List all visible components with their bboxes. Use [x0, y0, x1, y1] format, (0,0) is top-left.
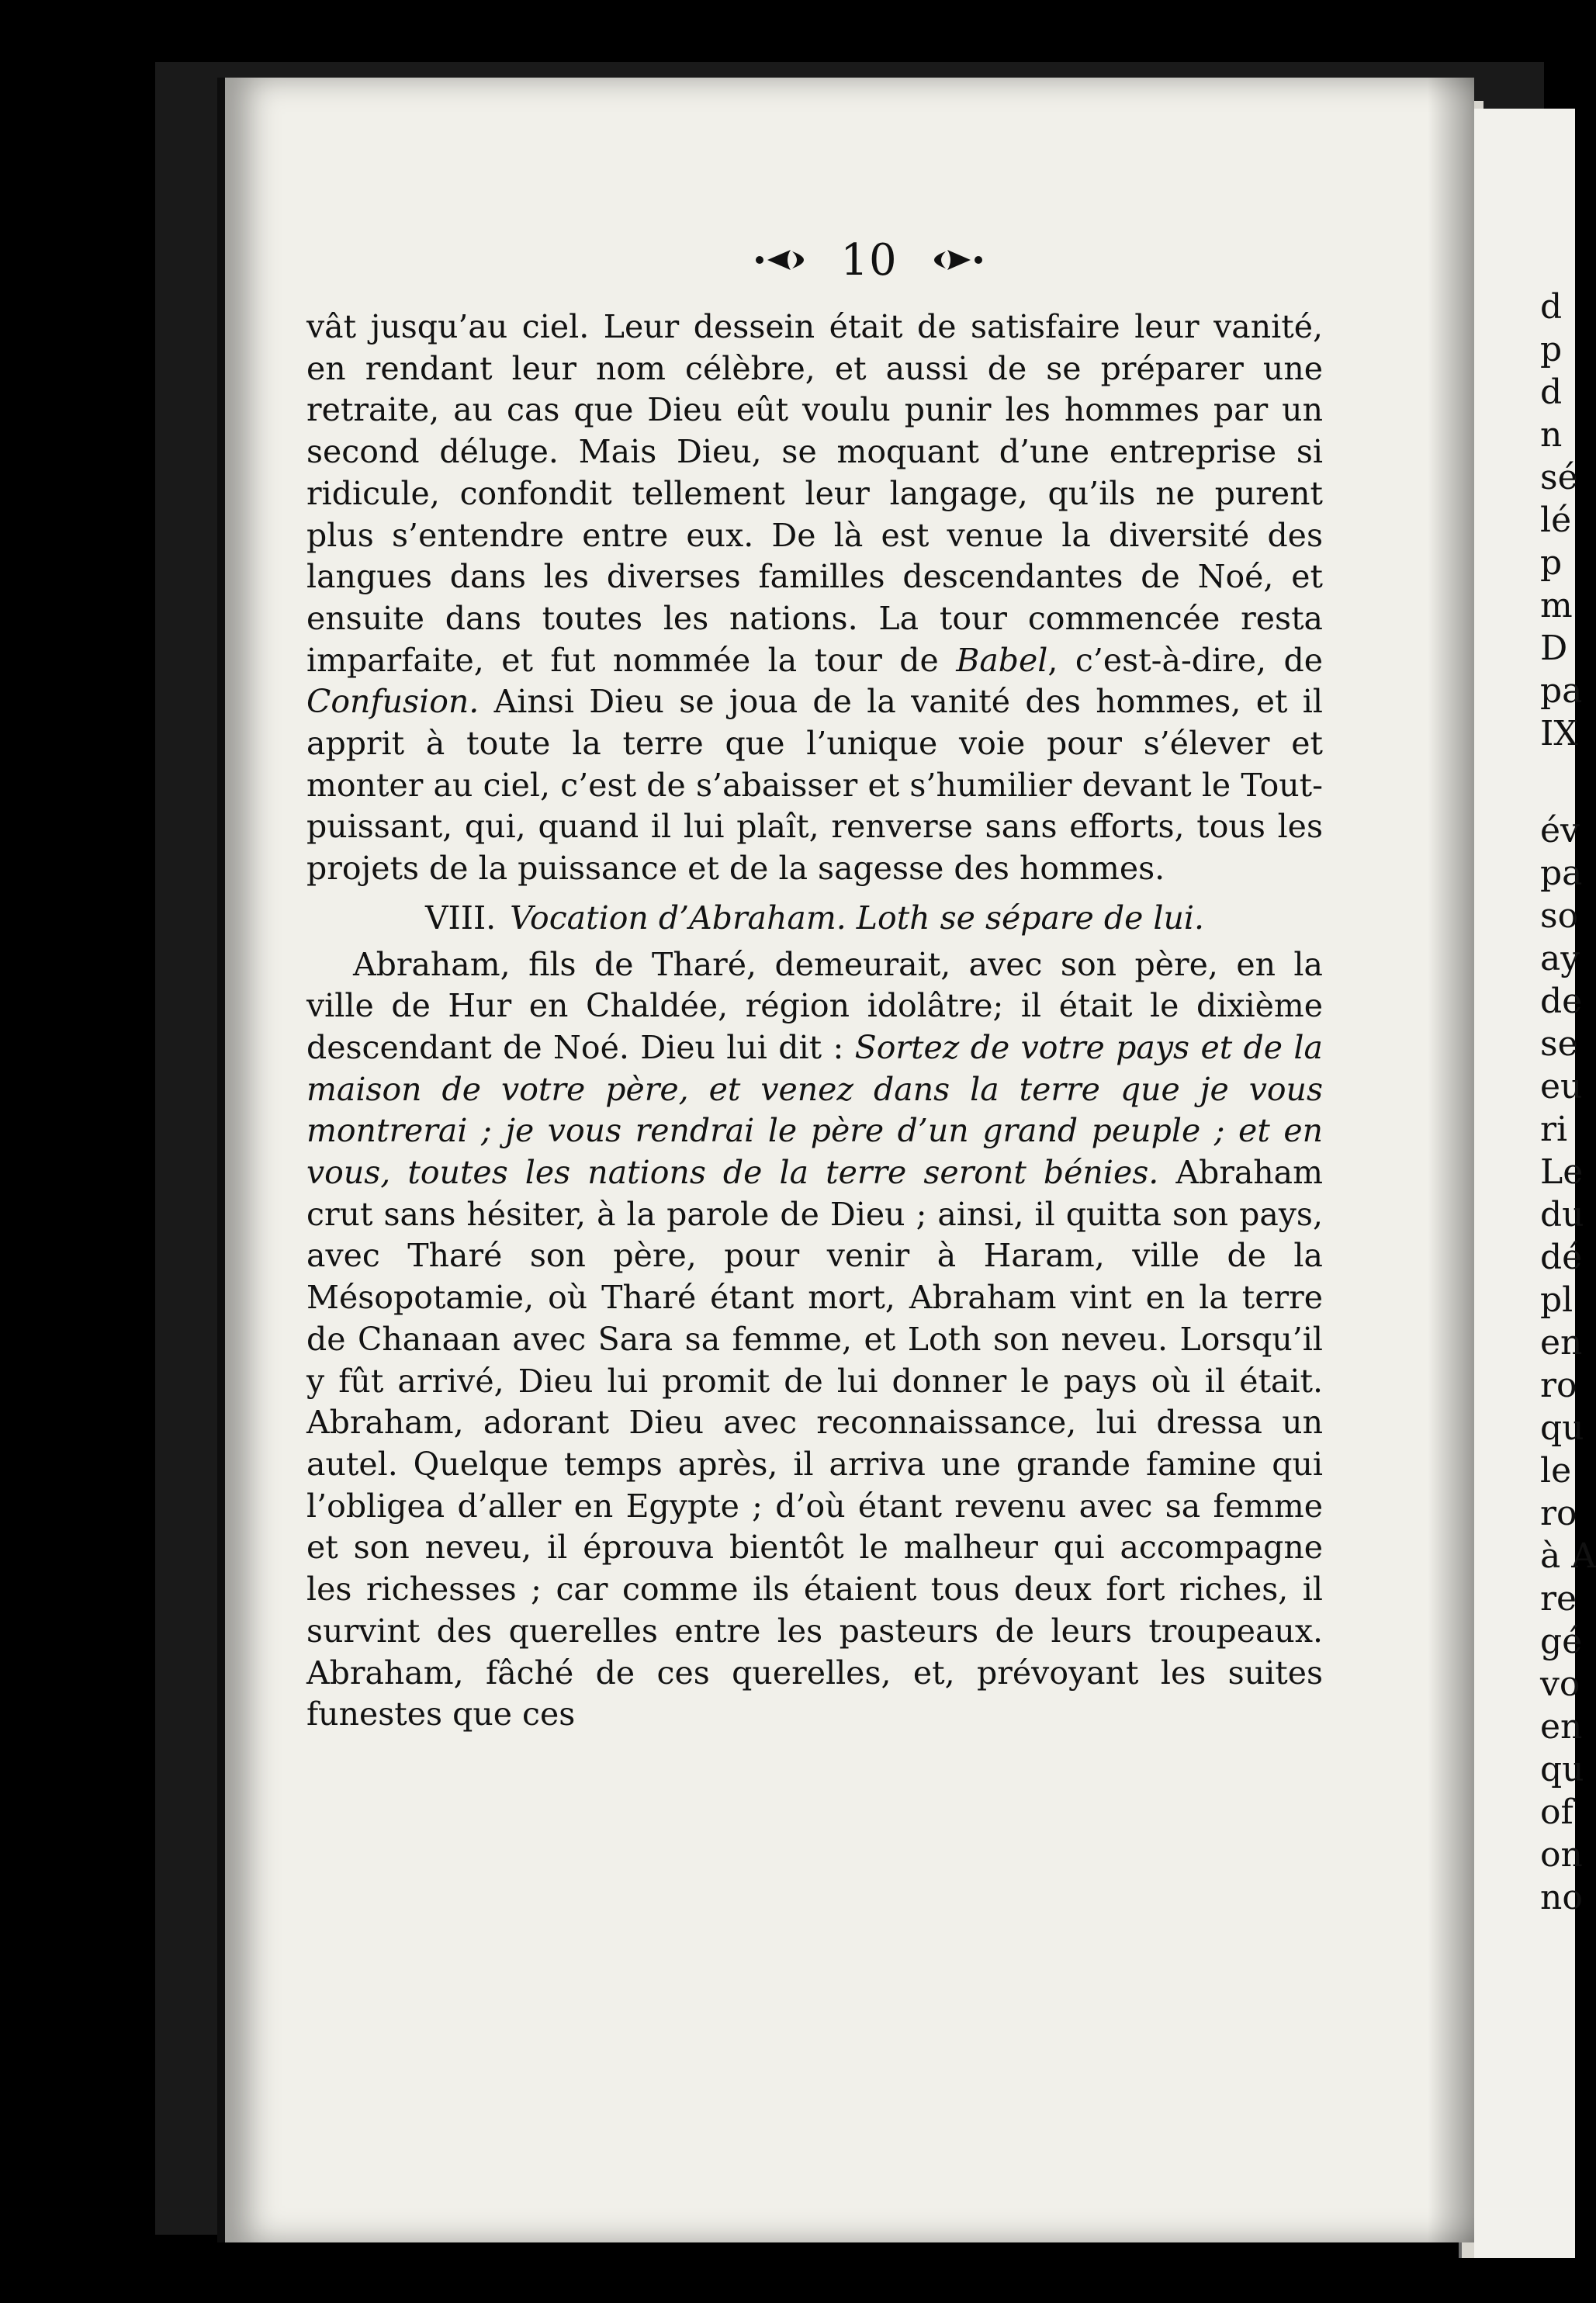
facing-page-fragment: de: [1540, 982, 1583, 1021]
paragraph: [306, 306, 1323, 890]
paragraph: [306, 944, 1323, 1736]
facing-page-fragment: le: [1540, 1451, 1572, 1491]
facing-page-fragment: qu: [1540, 1408, 1584, 1448]
facing-page-fragment: en: [1540, 1707, 1583, 1747]
facing-page-fragment: gé: [1540, 1622, 1583, 1661]
facing-page-fragment: Le: [1540, 1152, 1584, 1192]
facing-page-fragment: se: [1540, 1024, 1578, 1064]
right-ornament-icon: [915, 247, 985, 273]
paragraph-text: Ainsi Dieu se joua de la vanité des hommes, et il apprit à toute la terre que l’unique voie pour s’élever et monter au ciel, c’est de s’abaisser et s’humilier devant le Tout-puissant, qui, quand il lui plaît, renverse sans efforts, tous les projets de la puissance et de la sagesse des hommes.: [306, 683, 1323, 888]
facing-page-fragment: ay: [1540, 939, 1580, 978]
facing-page-fragment: en: [1540, 1323, 1583, 1363]
left-ornament-icon: [753, 247, 823, 273]
facing-page-fragment: of: [1540, 1792, 1573, 1832]
facing-page-fragment: pl: [1540, 1280, 1573, 1320]
page-number: 10: [840, 234, 898, 286]
paragraph-text: Abraham, fils de Tharé, demeurait, avec son père, en la ville de Hur en Chaldée, région idolâtre; il était le dixième descendant de Noé. Dieu lui dit :: [306, 945, 1323, 1066]
body-text: [306, 306, 1323, 1736]
section-title: Vocation d’Abraham. Loth se sépare de lui.: [510, 899, 1205, 937]
facing-page-fragment: p: [1540, 543, 1563, 583]
facing-page-fragment: so: [1540, 896, 1579, 936]
facing-page-fragment: sé: [1540, 458, 1578, 497]
facing-page-fragment: ri: [1540, 1110, 1568, 1149]
facing-page-fragment: d: [1540, 372, 1563, 412]
facing-page-fragment: qu: [1540, 1750, 1584, 1789]
facing-page-fragment: n: [1540, 415, 1563, 455]
facing-page-fragment: IX: [1540, 714, 1578, 753]
facing-page-fragment: d: [1540, 287, 1563, 327]
page-header: [745, 233, 993, 287]
paragraph-text: , c’est-à-dire, de: [1047, 641, 1323, 679]
facing-page-fragment: lé: [1540, 500, 1572, 540]
facing-page-fragment: eu: [1540, 1067, 1583, 1106]
section-heading: [306, 898, 1323, 940]
facing-page-fragment: re: [1540, 1579, 1577, 1619]
italic-term-babel: Babel: [956, 641, 1048, 679]
facing-page-fragment: on: [1540, 1835, 1583, 1875]
facing-page-fragment: dé: [1540, 1238, 1583, 1277]
facing-page-fragment: à A: [1540, 1536, 1596, 1576]
facing-page-fragment: pa: [1540, 671, 1583, 711]
gutter-shadow: [1428, 78, 1474, 2242]
facing-page-fragment: ro: [1540, 1366, 1577, 1405]
paragraph-text: Abraham crut sans hésiter, à la parole de Dieu ; ainsi, il quitta son pays, avec Tharé son père, pour venir à Haram, ville de la Mésopotamie, où Tharé étant mort, Abraham vint en la terre de Chanaan avec Sara sa femme, et Loth son neveu. Lorsqu’il y fût arrivé, Dieu lui promit de lui donner le pays où il était. Abraham, adorant Dieu avec reconnaissance, lui dressa un autel. Quelque temps après, il arriva une grande famine qui l’obligea d’aller en Egypte ; d’où étant revenu avec sa femme et son neveu, il éprouva bientôt le malheur qui accompagne les richesses ; car comme ils étaient tous deux fort riches, il survint des querelles entre les pasteurs de leurs troupeaux. Abraham, fâché de ces querelles, et, prévoyant les suites funestes que ces: [306, 1154, 1323, 1733]
facing-page-fragment: ro: [1540, 1494, 1577, 1533]
italic-term-confusion: Confusion.: [306, 683, 479, 721]
facing-page-fragment: vo: [1540, 1664, 1580, 1704]
facing-page-fragment: pa: [1540, 854, 1583, 893]
facing-page-fragment: D: [1540, 629, 1568, 668]
facing-page-fragment: no: [1540, 1878, 1583, 1917]
section-number: VIII.: [424, 899, 497, 937]
paragraph-text: vât jusqu’au ciel. Leur dessein était de satisfaire leur vanité, en rendant leur nom célèbre, et aussi de se préparer une retraite, au cas que Dieu eût voulu punir les hommes par un second déluge. Mais Dieu, se moquant d’une entreprise si ridicule, confondit tellement leur langage, qu’ils ne purent plus s’entendre entre eux. De là est venue la diversité des langues dans les diverses familles descendantes de Noé, et ensuite dans toutes les nations. La tour commencée resta imparfaite, et fut nommée la tour de: [306, 308, 1323, 679]
facing-page-fragment: m: [1540, 586, 1573, 625]
facing-page-fragment: év: [1540, 811, 1580, 850]
facing-page-fragment: p: [1540, 330, 1563, 369]
facing-page-fragment: du: [1540, 1195, 1584, 1235]
italic-quote: Sortez de votre pays et de la maison de votre père, et venez dans la terre que je vous montrerai ; je vous rendrai le père d’un grand peuple ; et en vous, toutes les nations de la terre seront bénies.: [306, 1028, 1323, 1192]
